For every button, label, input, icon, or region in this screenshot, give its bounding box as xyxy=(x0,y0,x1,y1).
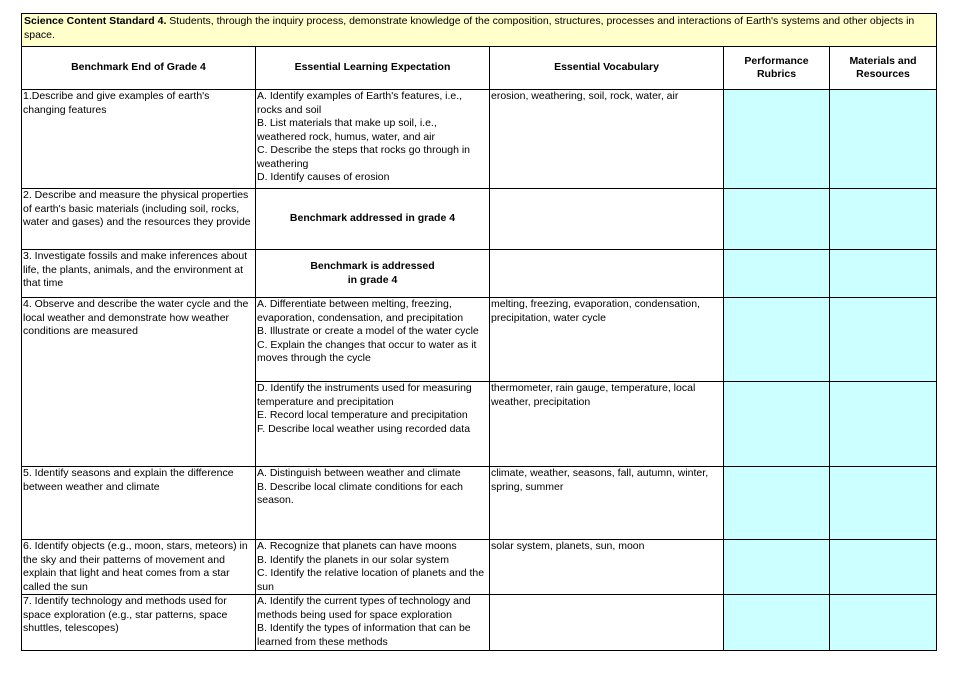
table-row xyxy=(22,540,937,595)
rubrics-cell xyxy=(724,90,830,189)
materials-cell xyxy=(830,189,937,250)
table-row xyxy=(22,467,937,540)
rubrics-cell xyxy=(724,467,830,540)
rubrics-cell xyxy=(724,382,830,467)
vocabulary-cell: thermometer, rain gauge, temperature, local weather, precipitation xyxy=(490,382,724,467)
header-row xyxy=(22,47,937,90)
expectation-item: B. Identify the types of information that can be learned from these methods xyxy=(257,622,471,648)
header-materials: Materials and Resources xyxy=(830,47,937,90)
materials-cell xyxy=(830,467,937,540)
table-row xyxy=(22,595,937,651)
materials-cell xyxy=(830,90,937,189)
curriculum-table xyxy=(21,13,937,651)
expectation-item: C. Explain the changes that occur to water as it moves through the cycle xyxy=(257,338,477,364)
benchmark-cell: 2. Describe and measure the physical properties of earth's basic materials (including soil, rocks, water and gases) and the resources they provide xyxy=(22,189,256,250)
rubrics-cell xyxy=(724,189,830,250)
expectation-cell xyxy=(256,595,490,651)
expectation-item: A. Distinguish between weather and climate xyxy=(257,467,461,479)
materials-cell xyxy=(830,298,937,382)
benchmark-cell: 6. Identify objects (e.g., moon, stars, meteors) in the sky and their patterns of movement and explain that light and heat comes from a star called the sun xyxy=(22,540,256,595)
expectation-cell xyxy=(256,540,490,595)
expectation-item: A. Identify the current types of technology and methods being used for space exploration xyxy=(257,595,471,621)
expectation-item: A. Differentiate between melting, freezing, evaporation, condensation, and precipitation xyxy=(257,298,464,324)
vocabulary-cell: melting, freezing, evaporation, condensation, precipitation, water cycle xyxy=(490,298,724,382)
benchmark-cell: 3. Investigate fossils and make inferences about life, the plants, animals, and the environment at that time xyxy=(22,250,256,298)
expectation-item: A. Recognize that planets can have moons xyxy=(257,540,457,552)
rubrics-cell xyxy=(724,540,830,595)
benchmark-cell: 5. Identify seasons and explain the difference between weather and climate xyxy=(22,467,256,540)
curriculum-sheet xyxy=(21,13,936,651)
expectation-item: F. Describe local weather using recorded data xyxy=(257,422,471,435)
expectation-item: B. Identify the planets in our solar system xyxy=(257,553,450,566)
expectation-note: Benchmark addressed in grade 4 xyxy=(256,189,490,250)
standard-row xyxy=(22,14,937,47)
expectation-note-line: in grade 4 xyxy=(347,273,398,286)
expectation-item: A. Identify examples of Earth's features, i.e., rocks and soil xyxy=(257,90,463,116)
expectation-item: D. Identify causes of erosion xyxy=(257,171,390,183)
rubrics-cell xyxy=(724,250,830,298)
expectation-item: B. List materials that make up soil, i.e., weathered rock, humus, water, and air xyxy=(257,117,437,143)
header-expectation: Essential Learning Expectation xyxy=(256,47,490,90)
standard-text: Students, through the inquiry process, demonstrate knowledge of the composition, structures, processes and interactions of Earth's systems and other objects in space. xyxy=(24,15,915,41)
benchmark-cell: 4. Observe and describe the water cycle and the local weather and demonstrate how weather conditions are measured xyxy=(22,298,256,467)
materials-cell xyxy=(830,540,937,595)
vocabulary-cell: climate, weather, seasons, fall, autumn, winter, spring, summer xyxy=(490,467,724,540)
expectation-item: B. Illustrate or create a model of the water cycle xyxy=(257,325,479,337)
table-row xyxy=(22,189,937,250)
expectation-cell xyxy=(256,467,490,540)
vocabulary-cell xyxy=(490,595,724,651)
benchmark-cell: 7. Identify technology and methods used for space exploration (e.g., star patterns, space shuttles, telescopes) xyxy=(22,595,256,651)
expectation-note xyxy=(256,250,490,298)
expectation-cell xyxy=(256,298,490,382)
vocabulary-cell xyxy=(490,250,724,298)
header-rubrics: Performance Rubrics xyxy=(724,47,830,90)
rubrics-cell xyxy=(724,298,830,382)
expectation-item: C. Describe the steps that rocks go through in weathering xyxy=(257,144,471,170)
standard-cell xyxy=(22,14,937,47)
materials-cell xyxy=(830,382,937,467)
header-benchmark: Benchmark End of Grade 4 xyxy=(22,47,256,90)
table-row xyxy=(22,250,937,298)
rubrics-cell xyxy=(724,595,830,651)
vocabulary-cell: solar system, planets, sun, moon xyxy=(490,540,724,595)
table-row xyxy=(22,298,937,382)
expectation-item: D. Identify the instruments used for measuring temperature and precipitation xyxy=(257,382,472,408)
expectation-cell xyxy=(256,382,490,467)
standard-title: Science Content Standard 4. xyxy=(24,15,167,27)
materials-cell xyxy=(830,250,937,298)
vocabulary-cell: erosion, weathering, soil, rock, water, air xyxy=(490,90,724,189)
header-vocabulary: Essential Vocabulary xyxy=(490,47,724,90)
benchmark-cell: 1.Describe and give examples of earth's changing features xyxy=(22,90,256,189)
expectation-cell xyxy=(256,90,490,189)
expectation-note-line: Benchmark is addressed xyxy=(310,260,435,272)
expectation-item: B. Describe local climate conditions for each season. xyxy=(257,480,464,506)
vocabulary-cell xyxy=(490,189,724,250)
materials-cell xyxy=(830,595,937,651)
table-row xyxy=(22,90,937,189)
expectation-item: C. Identify the relative location of planets and the sun xyxy=(257,567,485,593)
expectation-item: E. Record local temperature and precipitation xyxy=(257,409,468,421)
